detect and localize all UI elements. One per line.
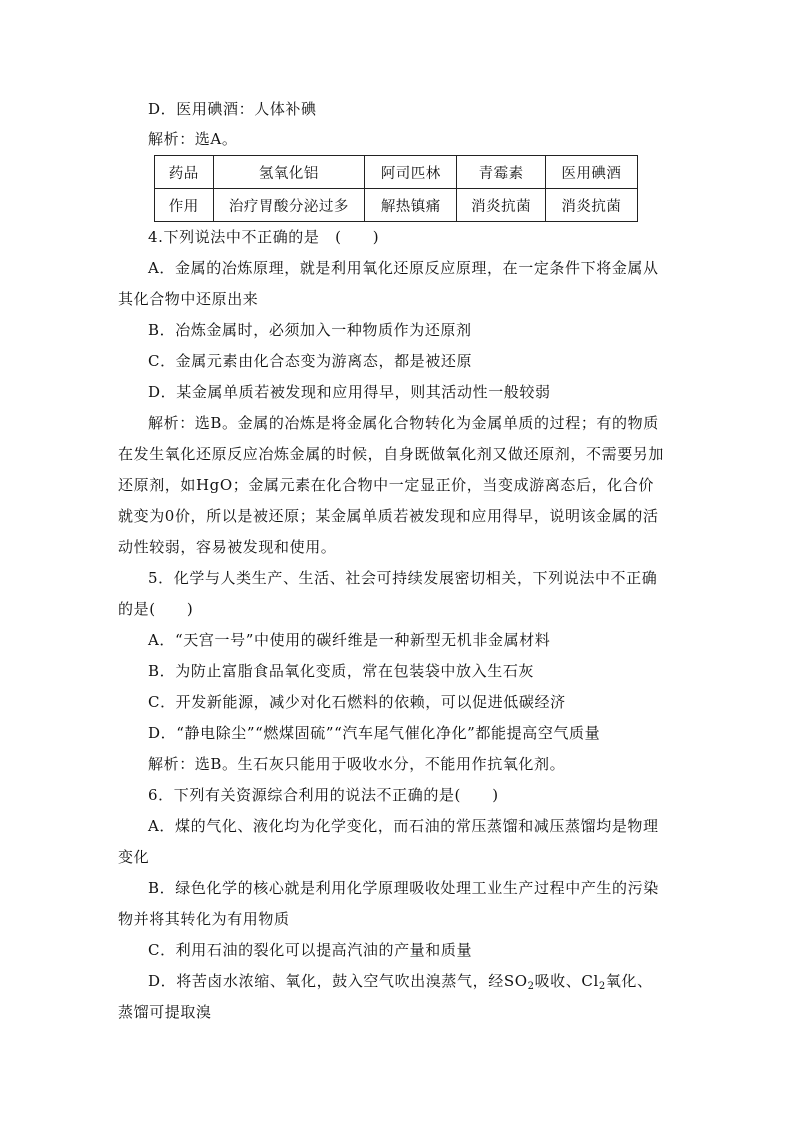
table-row (155, 156, 638, 189)
drug-table (154, 155, 638, 222)
q6-option-a-line2: 变化 (118, 848, 150, 866)
q6-option-d-text-c: 吸收、Cl (534, 972, 599, 990)
q4-option-b: B．冶炼金属时，必须加入一种物质作为还原剂 (148, 321, 472, 339)
q3-analysis: 解析：选A。 (148, 130, 238, 148)
q6-option-d-line1 (148, 970, 653, 991)
q4-analysis-line3: 还原剂，如HgO；金属元素在化合物中一定显正价，当变成游离态后，化合价 (118, 476, 654, 494)
q5-stem-line2: 的是( ) (118, 600, 194, 618)
table-cell: 阿司匹林 (365, 156, 457, 189)
table-cell: 消炎抗菌 (457, 189, 545, 222)
q6-option-d-line2: 蒸馏可提取溴 (118, 1003, 212, 1021)
q6-option-b-line2: 物并将其转化为有用物质 (118, 910, 290, 928)
table-cell: 治疗胃酸分泌过多 (213, 189, 365, 222)
table-cell: 消炎抗菌 (545, 189, 637, 222)
q6-option-c: C．利用石油的裂化可以提高汽油的产量和质量 (148, 941, 473, 959)
q3-option-d: D．医用碘酒：人体补碘 (148, 100, 317, 118)
q5-analysis: 解析：选B。生石灰只能用于吸收水分，不能用作抗氧化剂。 (148, 755, 566, 773)
q4-analysis-line2: 在发生氧化还原反应冶炼金属的时候，自身既做氧化剂又做还原剂，不需要另加 (118, 445, 665, 463)
q4-analysis-line4: 就变为0价，所以是被还原；某金属单质若被发现和应用得早，说明该金属的活 (118, 507, 659, 525)
q4-option-a-line2: 其化合物中还原出来 (118, 290, 259, 308)
table-row (155, 189, 638, 222)
subscript: 2 (527, 981, 535, 992)
q4-option-d: D．某金属单质若被发现和应用得早，则其活动性一般较弱 (148, 383, 551, 401)
q4-option-c: C．金属元素由化合态变为游离态，都是被还原 (148, 352, 473, 370)
table-cell: 青霉素 (457, 156, 545, 189)
q5-option-a: A．“天宫一号”中使用的碳纤维是一种新型无机非金属材料 (148, 631, 551, 649)
table-cell: 医用碘酒 (545, 156, 637, 189)
table-cell: 药品 (155, 156, 214, 189)
q6-option-a-line1: A．煤的气化、液化均为化学变化，而石油的常压蒸馏和减压蒸馏均是物理 (148, 817, 659, 835)
q6-stem: 6．下列有关资源综合利用的说法不正确的是( ) (148, 786, 499, 804)
q6-option-d-text-a: D．将苦卤水浓缩、氧化，鼓入空气吹出溴蒸气，经SO (148, 972, 528, 990)
q4-analysis-line5: 动性较弱，容易被发现和使用。 (118, 538, 337, 556)
q5-option-c: C．开发新能源，减少对化石燃料的依赖，可以促进低碳经济 (148, 693, 566, 711)
q6-option-b-line1: B．绿色化学的核心就是利用化学原理吸收处理工业生产过程中产生的污染 (148, 879, 659, 897)
q6-option-d-text-e: 氧化、 (605, 972, 653, 990)
table-cell: 解热镇痛 (365, 189, 457, 222)
q5-stem-line1: 5．化学与人类生产、生活、社会可持续发展密切相关，下列说法中不正确 (148, 569, 658, 587)
q4-stem: 4.下列说法中不正确的是 ( ) (148, 228, 380, 246)
q4-analysis-line1: 解析：选B。金属的冶炼是将金属化合物转化为金属单质的过程；有的物质 (148, 414, 659, 432)
q4-option-a-line1: A．金属的冶炼原理，就是利用氧化还原反应原理，在一定条件下将金属从 (148, 259, 659, 277)
table-cell: 作用 (155, 189, 214, 222)
table-cell: 氢氧化铝 (213, 156, 365, 189)
q5-option-d: D．“静电除尘”“燃煤固硫”“汽车尾气催化净化”都能提高空气质量 (148, 724, 601, 742)
q5-option-b: B．为防止富脂食品氧化变质，常在包装袋中放入生石灰 (148, 662, 535, 680)
subscript: 2 (598, 981, 606, 992)
